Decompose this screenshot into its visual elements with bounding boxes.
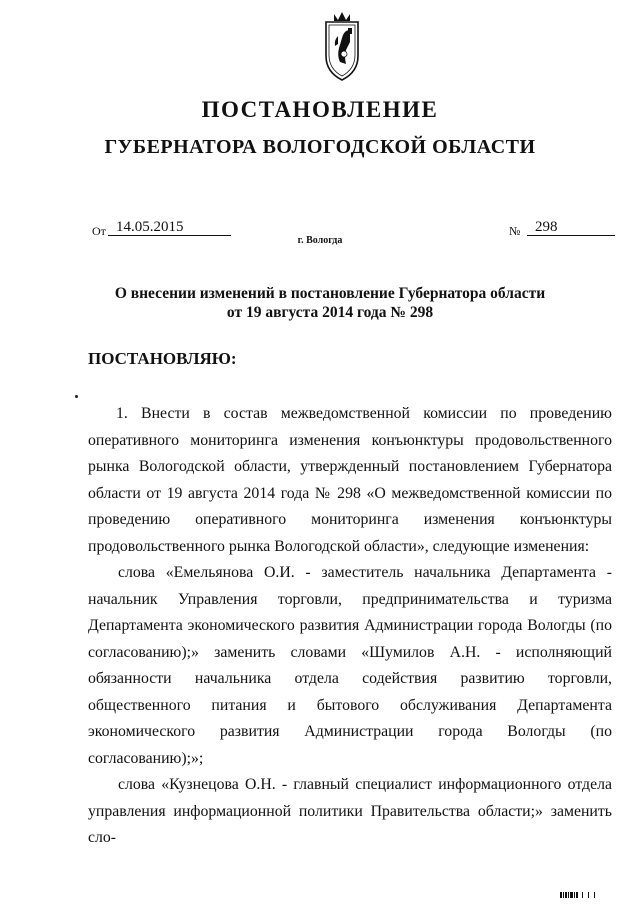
document-title: ПОСТАНОВЛЕНИЕ — [201, 97, 439, 122]
date-label: От — [92, 224, 106, 238]
barcode-mark — [560, 892, 600, 898]
number-value: 298 — [527, 219, 615, 236]
number-label: № — [509, 224, 521, 238]
city-label: г. Вологда — [297, 235, 343, 246]
scan-dot — [75, 395, 78, 398]
document-body — [88, 401, 612, 852]
subject-line-2: от 19 августа 2014 года № 298 — [226, 304, 434, 321]
issuer-title: ГУБЕРНАТОРА ВОЛОГОДСКОЙ ОБЛАСТИ — [104, 136, 536, 158]
coat-of-arms-emblem — [320, 6, 364, 86]
date-value: 14.05.2015 — [108, 219, 231, 236]
paragraph-1: 1. Внести в состав межведомственной комиссии по проведению оперативного мониторинга изменения конъюнктуры продовольственного рынка Вологодской области, утвержденный постановлением Губернатора области от 19 августа 2014 года № 298 «О межведомственной комиссии по проведению оперативного мониторинга изменения конъюнктуры продовольственного рынка Вологодской области», следующие изменения: — [88, 405, 612, 555]
subject-line-1: О внесении изменений в постановление Губернатора области — [114, 285, 546, 302]
decree-heading: ПОСТАНОВЛЯЮ: — [88, 349, 237, 368]
paragraph-3: слова «Кузнецова О.Н. - главный специалист информационного отдела управления информационной политики Правительства области;» заменить сло- — [88, 776, 612, 846]
document-subject — [100, 284, 560, 322]
paragraph-2: слова «Емельянова О.И. - заместитель начальника Департамента - начальник Управления торговли, предпринимательства и туризма Департамента экономического развития Администрации города Вологды (по согласованию);» заменить словами «Шумилов А.Н. - исполняющий обязанности начальника отдела содействия развитию торговли, общественного питания и бытового обслуживания Департамента экономического развития Администрации города Вологды (по согласованию);»; — [88, 564, 612, 767]
